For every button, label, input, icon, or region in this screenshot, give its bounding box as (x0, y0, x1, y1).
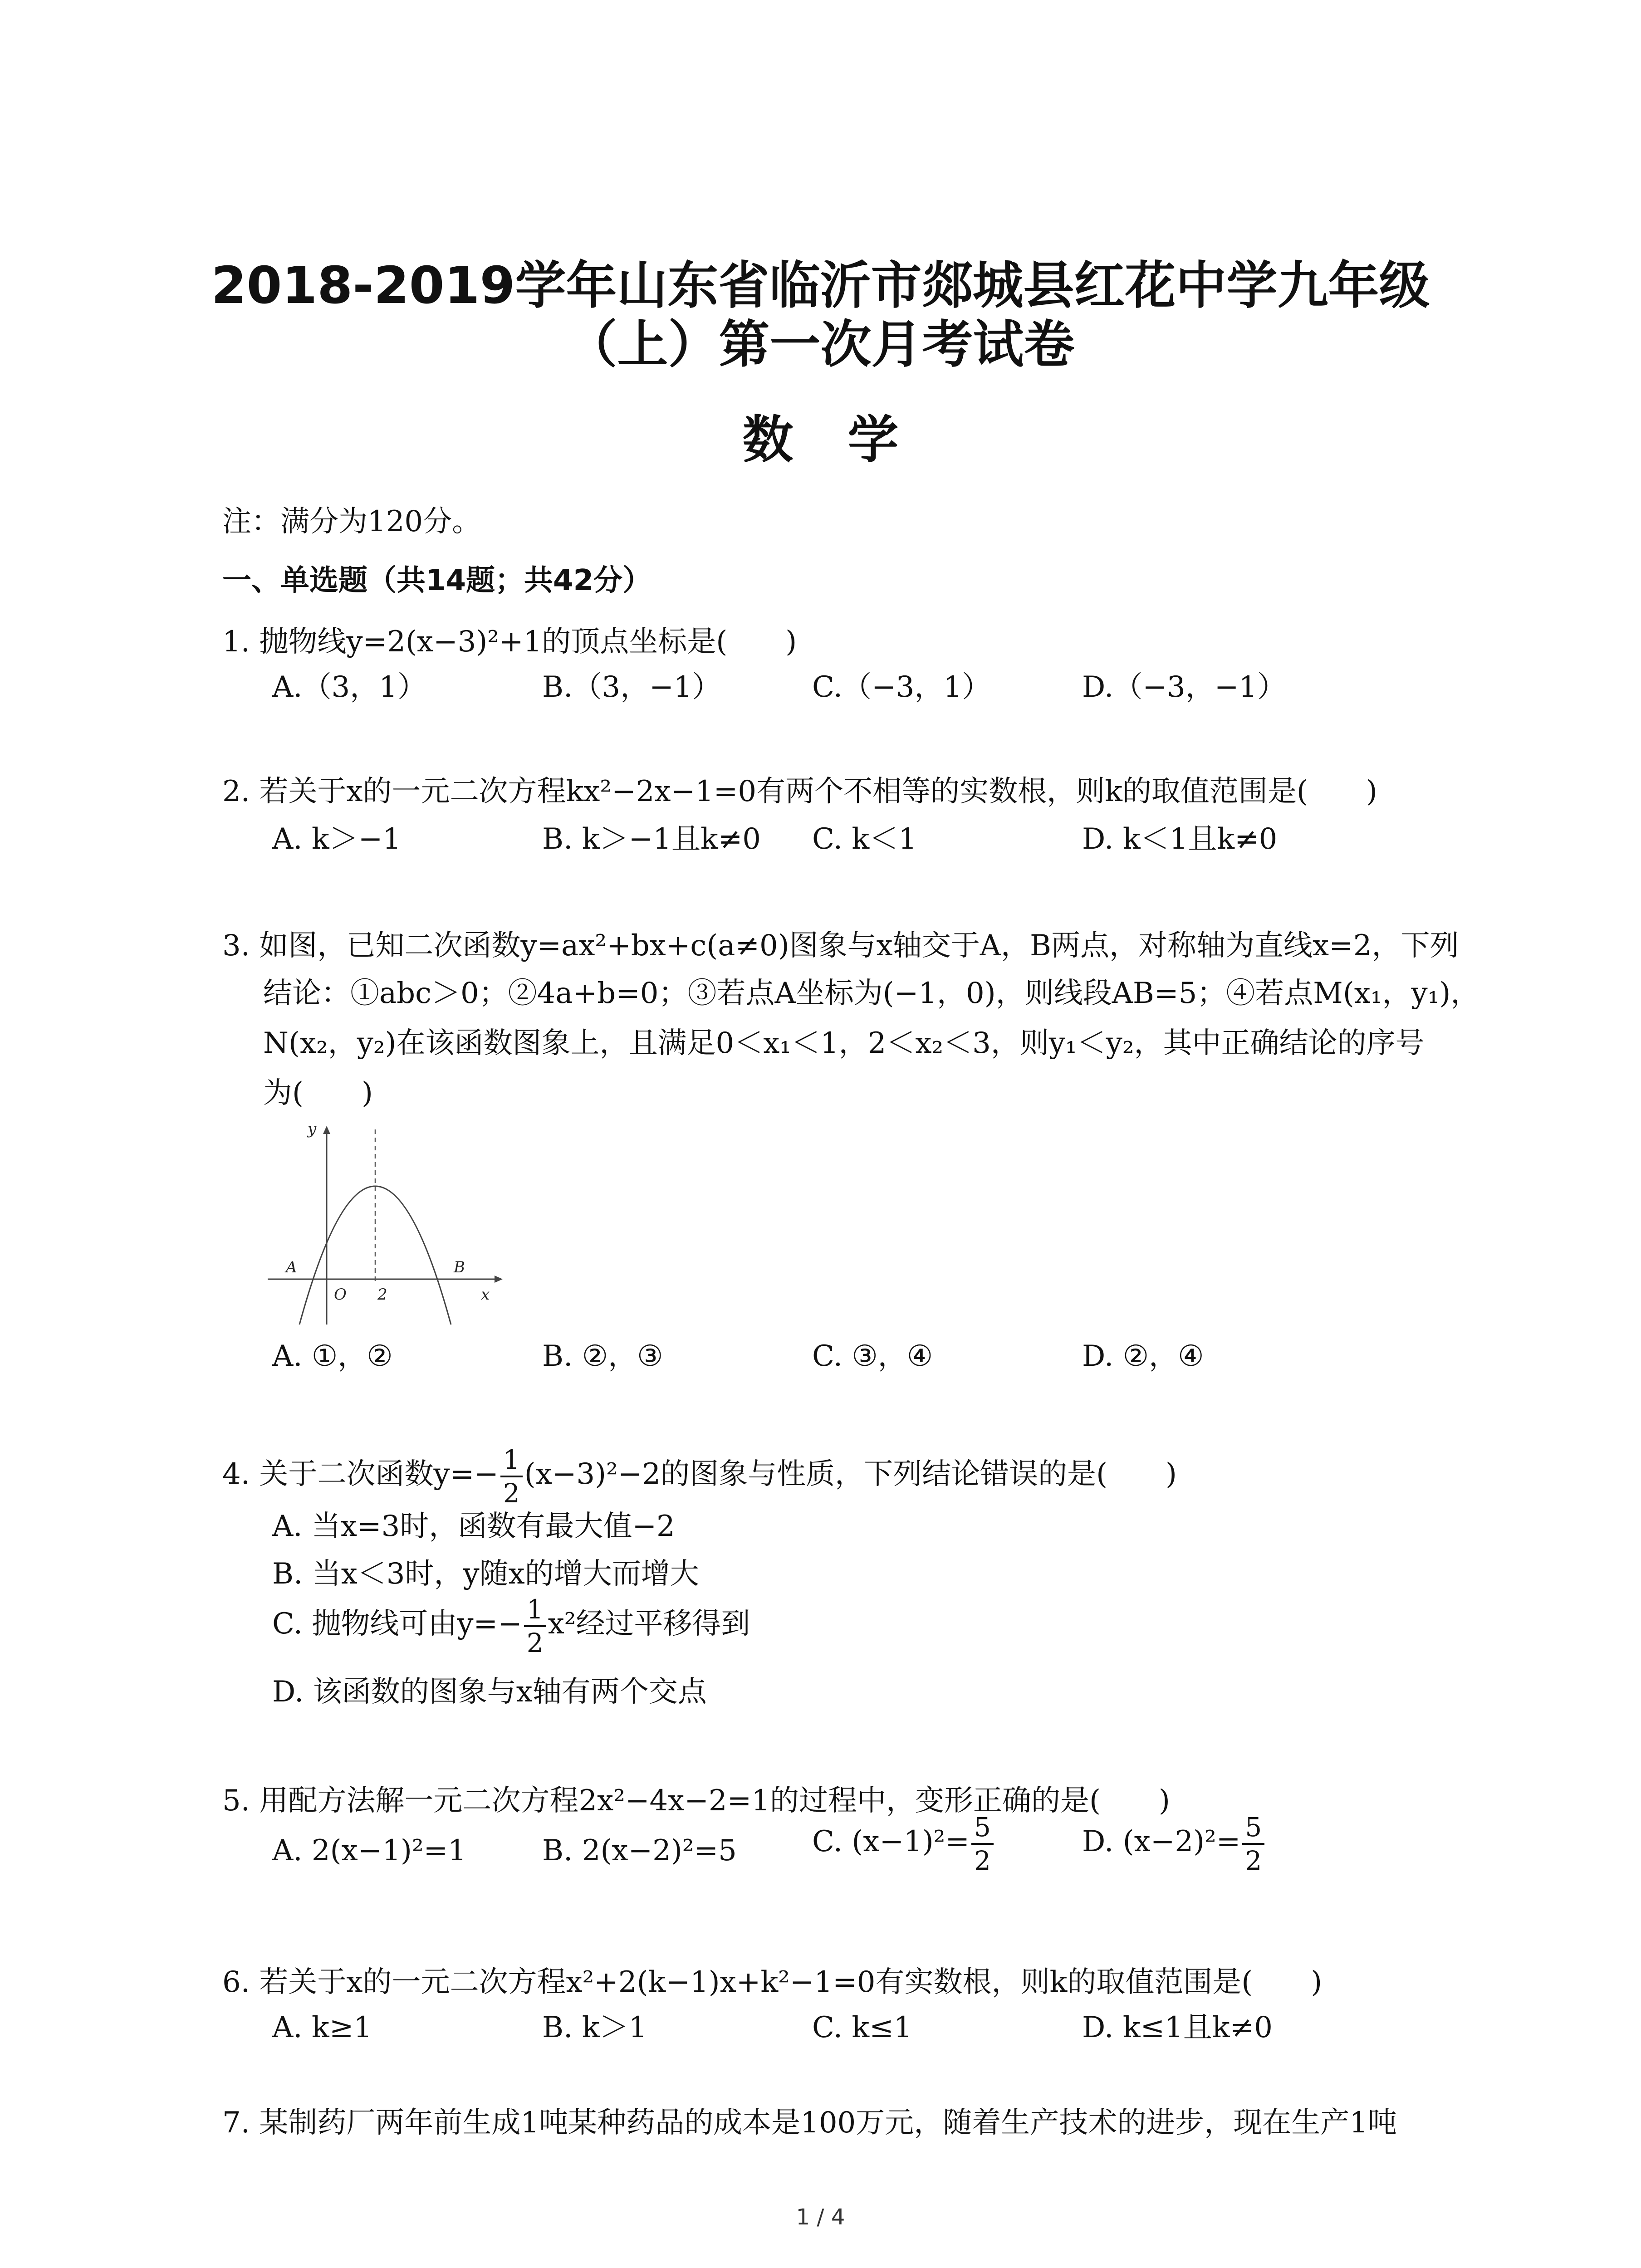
q6-option-c: C. k≤1 (812, 2011, 912, 2044)
y-axis-arrow (323, 1126, 330, 1134)
q3-option-d: D. ②，④ (1082, 1339, 1204, 1373)
question-stem: 若关于x的一元二次方程x²+2(k−1)x+k²−1=0有实数根，则k的取值范围是( ) (259, 1965, 1323, 1999)
question-stem: 若关于x的一元二次方程kx²−2x−1=0有两个不相等的实数根，则k的取值范围是( ) (259, 775, 1377, 808)
question-3-line3: N(x₂，y₂)在该函数图象上，且满足0＜x₁＜1，2＜x₂＜3，则y₁＜y₂，其中正确结论的序号 (263, 1026, 1425, 1060)
question-1 (222, 624, 797, 660)
q2-option-b: B. k＞−1且k≠0 (542, 822, 761, 856)
question-number: 7. (222, 2106, 250, 2140)
q1-option-a: A.（3，1） (272, 670, 426, 704)
q4-option-a: A. 当x=3时，函数有最大值−2 (272, 1510, 675, 1543)
question-6 (222, 1964, 1322, 2000)
question-number: 2. (222, 775, 250, 808)
point-b-label: B (454, 1258, 465, 1276)
q2-option-a: A. k＞−1 (272, 822, 402, 856)
q3-option-a: A. ①，② (272, 1339, 393, 1373)
page-number: 1 / 4 (796, 2204, 845, 2230)
question-number: 6. (222, 1965, 250, 1999)
point-a-label: A (286, 1258, 297, 1276)
question-3-line2: 结论：①abc＞0；②4a+b=0；③若点A坐标为(−1，0)，则线段AB=5；④若点M(x₁，y₁)， (263, 977, 1480, 1010)
y-axis-label: y (308, 1120, 317, 1138)
q2-option-c: C. k＜1 (812, 822, 917, 856)
q6-option-a: A. k≥1 (272, 2011, 372, 2044)
q5-option-a: A. 2(x−1)²=1 (272, 1834, 466, 1867)
question-5 (222, 1783, 1170, 1819)
fraction-five-halves: $\frac{5}{2}$ (1242, 1814, 1264, 1874)
q4-option-d: D. 该函数的图象与x轴有两个交点 (272, 1675, 707, 1709)
q3-option-b: B. ②，③ (542, 1339, 663, 1373)
q4-option-b: B. 当x＜3时，y随x的增大而增大 (272, 1557, 699, 1591)
question-stem: 用配方法解一元二次方程2x²−4x−2=1的过程中，变形正确的是( ) (259, 1784, 1170, 1818)
question-stem: 关于二次函数y=− (259, 1457, 499, 1491)
fraction-one-half: $\frac{1}{2}$ (524, 1596, 546, 1656)
question-number: 1. (222, 625, 250, 659)
q2-option-d: D. k＜1且k≠0 (1082, 822, 1278, 856)
section-heading: 一、单选题（共14题；共42分） (222, 564, 652, 597)
fraction-one-half: $\frac{1}{2}$ (500, 1447, 523, 1506)
parabola-figure (254, 1116, 508, 1329)
exam-title-line1: 2018-2019学年山东省临沂市郯城县红花中学九年级 (211, 256, 1430, 315)
question-number: 3. (222, 929, 250, 963)
origin-label: O (334, 1286, 347, 1304)
q3-option-c: C. ③，④ (812, 1339, 933, 1373)
q5-option-b: B. 2(x−2)²=5 (542, 1834, 737, 1867)
q6-option-d: D. k≤1且k≠0 (1082, 2011, 1273, 2044)
question-2 (222, 773, 1377, 810)
question-number: 4. (222, 1457, 250, 1491)
q4-option-c: C. 抛物线可由y=− $\frac{1}{2}$ x²经过平移得到 (272, 1593, 750, 1658)
question-7 (222, 2105, 1397, 2141)
fraction-five-halves: $\frac{5}{2}$ (971, 1814, 994, 1874)
question-3-line1 (222, 928, 1459, 964)
question-math: y=2(x−3)²+1 (346, 625, 542, 659)
q6-option-b: B. k＞1 (542, 2011, 647, 2044)
exam-title-line2: （上）第一次月考试卷 (566, 315, 1075, 374)
x-axis-label: x (481, 1286, 490, 1304)
question-stem-end: 的顶点坐标是( ) (542, 625, 797, 659)
tick-label-2: 2 (377, 1286, 387, 1304)
q5-option-c: C. (x−1)²= $\frac{5}{2}$ (812, 1810, 995, 1874)
question-stem: 某制药厂两年前生成1吨某种药品的成本是100万元，随着生产技术的进步，现在生产1吨 (259, 2106, 1397, 2140)
q5-option-d: D. (x−2)²= $\frac{5}{2}$ (1082, 1810, 1266, 1874)
q1-option-c: C.（−3，1） (812, 670, 991, 704)
question-stem: 如图，已知二次函数y=ax²+bx+c(a≠0)图象与x轴交于A，B两点，对称轴为直线x=2，下列 (259, 929, 1459, 963)
question-3-line4: 为( ) (263, 1076, 373, 1110)
x-axis-arrow (495, 1276, 503, 1283)
subject-title: 数学 (742, 411, 953, 469)
question-4 (222, 1442, 1177, 1509)
question-stem-end: (x−3)²−2的图象与性质，下列结论错误的是( ) (524, 1457, 1177, 1491)
question-number: 5. (222, 1784, 250, 1818)
score-note: 注：满分为120分。 (222, 505, 481, 538)
question-stem: 抛物线 (259, 625, 347, 659)
q1-option-b: B.（3，−1） (542, 670, 721, 704)
q1-option-d: D.（−3，−1） (1082, 670, 1287, 704)
